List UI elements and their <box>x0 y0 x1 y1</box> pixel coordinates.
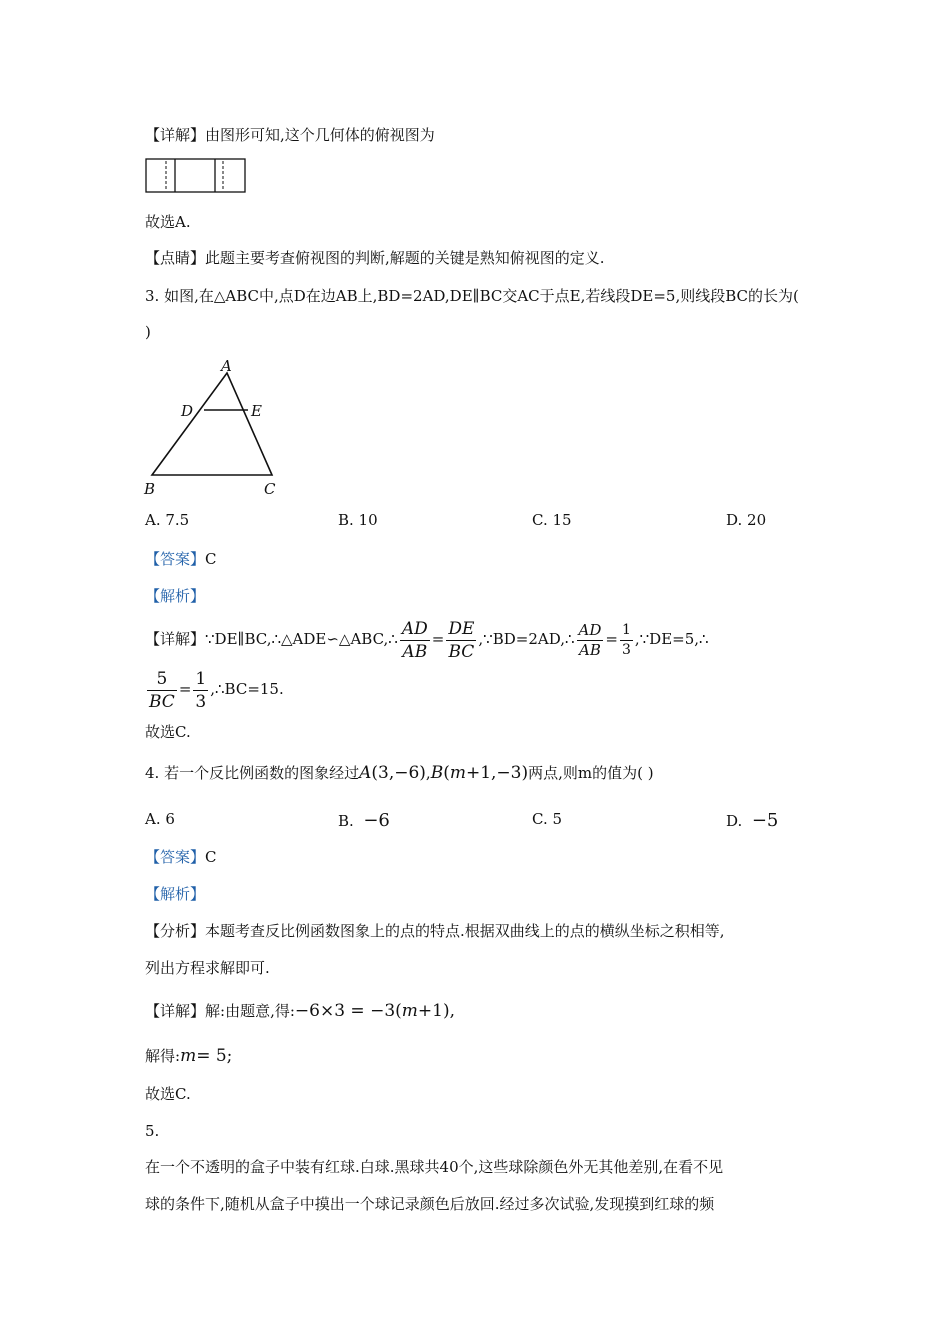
q4-stem <box>145 763 654 783</box>
fenxi-text: 本题考查反比例函数图象上的点的特点.根据双曲线上的点的横纵坐标之积相等, <box>205 922 725 940</box>
q4-option-b: B. −6 <box>338 810 390 831</box>
analysis-tag: 【解析】 <box>145 587 206 605</box>
equation-left: −6×3 = −3( <box>294 1001 402 1021</box>
detail-text: 由图形可知,这个几何体的俯视图为 <box>205 126 435 144</box>
q3-detail-line2 <box>145 664 284 714</box>
point-b: B <box>430 763 444 783</box>
label-C: C <box>264 480 276 498</box>
q3-answer-line <box>145 549 217 569</box>
answer-value: C <box>205 550 217 568</box>
label-D: D <box>181 402 194 420</box>
fraction-one-third: $\frac{1}{3}$ <box>621 621 631 658</box>
var-m: m <box>401 1001 418 1021</box>
answer-value: C <box>205 848 217 866</box>
detail-text: ∵DE∥BC,∴△ADE∽△ABC,∴ <box>205 630 398 648</box>
fraction-ad-ab-2: $\frac{AD}{AB}$ <box>578 620 602 659</box>
q4-option-c: C. 5 <box>532 810 563 828</box>
label-B: B <box>144 480 156 498</box>
q3-conclusion: 故选C. <box>145 723 191 741</box>
detail-tag: 【详解】 <box>145 630 206 648</box>
fenxi-tag: 【分析】 <box>145 922 206 940</box>
var-m: m <box>449 763 466 783</box>
solve-text: 解得: <box>145 1047 181 1065</box>
fraction-one-third-2: $\frac{1}{3}$ <box>195 668 207 712</box>
fraction-ad-ab: $\frac{AD}{AB}$ <box>401 618 428 662</box>
q4-answer-line <box>145 847 217 867</box>
q4-stem-text: 4. 若一个反比例函数的图象经过 <box>145 764 360 782</box>
q3-stem-line2: ) <box>145 323 151 341</box>
q4-stem-text-end: 两点,则m的值为( ) <box>528 764 654 782</box>
detail-text: ,∵BD=2AD,∴ <box>478 630 575 648</box>
q5-line1: 在一个不透明的盒子中装有红球.白球.黑球共40个,这些球除颜色外无其他差别,在看不见 <box>145 1158 724 1176</box>
q3-stem-line1: 3. 如图,在△ABC中,点D在边AB上,BD=2AD,DE∥BC交AC于点E,若线段DE=5,则线段BC的长为( <box>145 287 799 305</box>
q4-fenxi-line1 <box>145 921 725 941</box>
q4-conclusion: 故选C. <box>145 1085 191 1103</box>
dianjing-line <box>145 248 605 268</box>
answer-choice-line: 故选A. <box>145 213 191 231</box>
q3-option-c: C. 15 <box>532 511 572 529</box>
q4-fenxi-line2: 列出方程求解即可. <box>145 959 270 977</box>
q3-analysis-line <box>145 586 205 606</box>
triangle-figure <box>140 355 285 500</box>
detail-tag: 【详解】 <box>145 1002 206 1020</box>
q4-analysis-line <box>145 884 205 904</box>
paren: ( <box>443 763 450 783</box>
detail-text: ,∵DE=5,∴ <box>634 630 709 648</box>
q4-option-d: D. −5 <box>726 810 779 831</box>
q4-option-a: A. 6 <box>145 810 175 828</box>
label-A: A <box>221 357 232 375</box>
fraction-de-bc: $\frac{DE}{BC}$ <box>448 618 475 662</box>
q3-option-b: B. 10 <box>338 511 378 529</box>
detail-line-q2 <box>145 125 435 145</box>
var-m: m <box>180 1046 197 1066</box>
q5-line2: 球的条件下,随机从盒子中摸出一个球记录颜色后放回.经过多次试验,发现摸到红球的频 <box>145 1195 715 1213</box>
dianjing-text: 此题主要考查俯视图的判断,解题的关键是熟知俯视图的定义. <box>205 249 605 267</box>
label-E: E <box>251 402 262 420</box>
dianjing-tag: 【点睛】 <box>145 249 206 267</box>
q3-option-a: A. 7.5 <box>145 511 190 529</box>
solve-result: = 5; <box>196 1046 233 1066</box>
q4-detail-line <box>145 1001 455 1021</box>
equals-sign: = <box>178 680 192 698</box>
separator: , <box>425 764 431 782</box>
point-a: A <box>359 763 372 783</box>
equals-sign: = <box>431 630 445 648</box>
q4-option-d-value: −5 <box>751 810 779 831</box>
point-a-coords: (3,−6) <box>371 763 426 783</box>
q3-detail-line1 <box>145 614 709 664</box>
detail-text: 解:由题意,得: <box>205 1002 295 1020</box>
answer-tag: 【答案】 <box>145 550 206 568</box>
equals-sign: = <box>605 630 618 648</box>
answer-tag: 【答案】 <box>145 848 206 866</box>
q3-option-d: D. 20 <box>726 511 767 529</box>
analysis-tag: 【解析】 <box>145 885 206 903</box>
point-b-coords: +1,−3) <box>465 763 529 783</box>
q5-number: 5. <box>145 1122 160 1140</box>
equation-right: +1), <box>417 1001 456 1021</box>
q4-solve-line <box>145 1046 232 1066</box>
detail-tag: 【详解】 <box>145 126 206 144</box>
q4-option-b-value: −6 <box>363 810 390 831</box>
detail-text: ,∴BC=15. <box>210 680 284 698</box>
fraction-5-bc: $\frac{5}{BC}$ <box>149 668 175 712</box>
top-view-figure <box>145 158 247 194</box>
